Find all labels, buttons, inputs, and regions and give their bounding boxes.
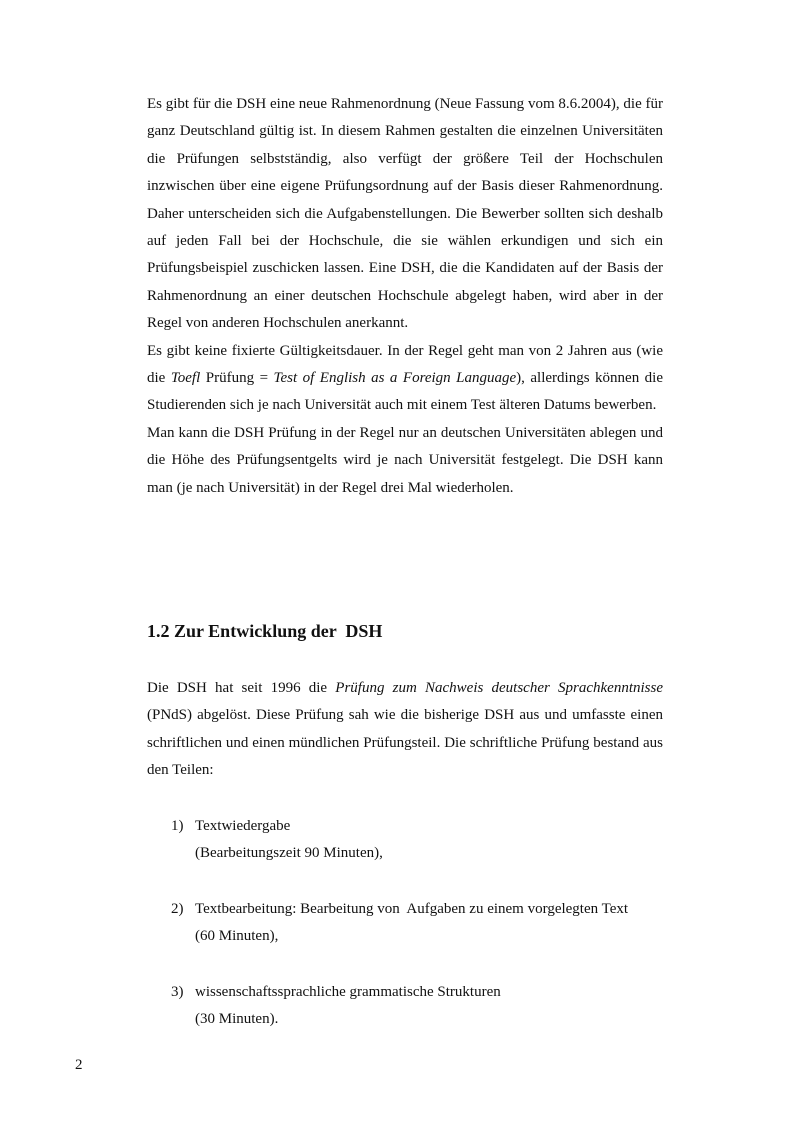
intro-p2-part-b: Prüfung = bbox=[200, 370, 274, 387]
list-item-number: 3) bbox=[171, 984, 184, 1000]
list-item bbox=[147, 813, 663, 868]
list-item-number: 2) bbox=[171, 901, 184, 917]
list-item bbox=[147, 979, 663, 1034]
intro-p2-part-c: ), allerdings können die Studierenden sich je nach Universität auch mit einem Test älteren Datums bewerben. bbox=[147, 370, 663, 414]
section-paragraph-1 bbox=[147, 675, 663, 785]
list-item-title: wissenschaftssprachliche grammatische Strukturen bbox=[195, 984, 501, 1000]
intro-paragraph-1: Es gibt für die DSH eine neue Rahmenordnung (Neue Fassung vom 8.6.2004), die für ganz Deutschland gültig ist. In diesem Rahmen gestalten die einzelnen Universitäten die Prüfungen selbstständig, also verfügt der größere Teil der Hochschulen inzwischen über eine eigene Prüfungsordnung auf der Basis dieser Rahmenordnung. Daher unterscheiden sich die Aufgabenstellungen. Die Bewerber sollten sich deshalb auf jeden Fall bei der Hochschule, die sie wählen erkundigen und sich ein Prüfungsbeispiel zuschicken lassen. Eine DSH, die die Kandidaten auf der Basis der Rahmenordnung an einer deutschen Hochschule abgelegt haben, wird aber in der Regel von anderen Hochschulen anerkannt. bbox=[147, 96, 663, 332]
section-p1-part-b: (PNdS) abgelöst. Diese Prüfung sah wie die bisherige DSH aus und umfasste einen schriftlichen und einen mündlichen Prüfungsteil. Die schriftliche Prüfung bestand aus den Teilen: bbox=[147, 707, 663, 779]
intro-p2-part-a: Es gibt keine fixierte Gültigkeitsdauer. In der Regel geht man von 2 Jahren aus (wie die bbox=[147, 342, 663, 387]
toefl-full-name: Test of English as a Foreign Language bbox=[273, 370, 517, 387]
list-item-detail: (60 Minuten), bbox=[195, 928, 279, 945]
section-heading: 1.2 Zur Entwicklung der DSH bbox=[147, 621, 383, 641]
list-item-title: Textwiedergabe bbox=[195, 818, 291, 834]
pnds-full-name: Prüfung zum Nachweis deutscher Sprachkenntnisse bbox=[335, 680, 663, 696]
section-p1-part-a: Die DSH hat seit 1996 die bbox=[147, 680, 336, 696]
toefl-term: Toefl bbox=[170, 370, 201, 387]
list-item-detail: (30 Minuten). bbox=[195, 1011, 279, 1028]
list-item-number: 1) bbox=[171, 818, 184, 834]
list-item bbox=[147, 896, 663, 951]
intro-text bbox=[147, 91, 663, 502]
page-number: 2 bbox=[75, 1057, 83, 1073]
intro-paragraph-2 bbox=[147, 338, 663, 420]
section-text bbox=[147, 675, 663, 785]
intro-paragraph-3: Man kann die DSH Prüfung in der Regel nur an deutschen Universitäten ablegen und die Höhe des Prüfungsentgelts wird je nach Universität festgelegt. Die DSH kann man (je nach Universität) in der Regel drei Mal wiederholen. bbox=[147, 424, 663, 496]
list-item-detail: (Bearbeitungszeit 90 Minuten), bbox=[195, 845, 383, 862]
list-item-title: Textbearbeitung: Bearbeitung von Aufgaben zu einem vorgelegten Text bbox=[195, 901, 629, 917]
